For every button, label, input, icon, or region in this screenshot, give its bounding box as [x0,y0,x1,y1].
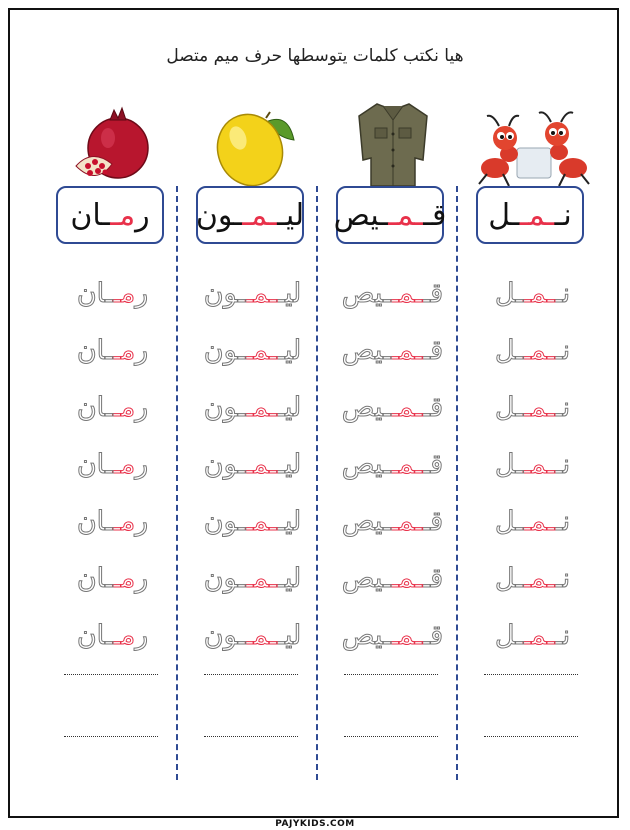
trace-list [330,265,455,664]
word-box [56,186,164,244]
trace-list [50,265,175,664]
trace-word[interactable]: ر مـ ـان [76,449,149,480]
word-rumman: رمــان [70,197,150,233]
trace-word[interactable]: ليـ ـمـ ـون [203,278,302,309]
worksheet-title: هيا نكتب كلمات يتوسطها حرف ميم متصل [166,46,464,66]
writing-line[interactable] [64,674,158,675]
word-laymoon: ليــمــون [195,197,305,233]
trace-word[interactable]: ر مـ ـان [76,563,149,594]
writing-line[interactable] [484,736,578,737]
word-naml: نــمــل [488,197,572,233]
trace-word[interactable]: نـ ـمـ ـل [494,449,571,480]
footer-label[interactable]: PAJYKIDS.COM [271,819,359,829]
column-shirt [330,100,455,800]
trace-word[interactable]: ليـ ـمـ ـون [203,620,302,651]
trace-word[interactable]: قـ ـمـ ـيص [341,506,444,537]
trace-word[interactable]: قـ ـمـ ـيص [341,449,444,480]
trace-word[interactable]: نـ ـمـ ـل [494,620,571,651]
trace-word[interactable]: نـ ـمـ ـل [494,392,571,423]
trace-word[interactable]: ليـ ـمـ ـون [203,563,302,594]
writing-line[interactable] [484,674,578,675]
lemon-icon [190,100,315,190]
trace-word[interactable]: نـ ـمـ ـل [494,506,571,537]
column-lemon [190,100,315,800]
trace-list [470,265,595,664]
trace-word[interactable]: قـ ـمـ ـيص [341,335,444,366]
trace-word[interactable]: ر مـ ـان [76,392,149,423]
trace-word[interactable]: قـ ـمـ ـيص [341,392,444,423]
word-box [333,186,447,244]
trace-word[interactable]: نـ ـمـ ـل [494,335,571,366]
trace-word[interactable]: قـ ـمـ ـيص [341,278,444,309]
footer [0,811,630,830]
column-divider [456,186,458,780]
trace-word[interactable]: قـ ـمـ ـيص [341,563,444,594]
trace-word[interactable]: ر مـ ـان [76,278,149,309]
ants-icon [470,100,595,190]
word-box [196,186,304,244]
trace-word[interactable]: ليـ ـمـ ـون [203,392,302,423]
trace-word[interactable]: ر مـ ـان [76,506,149,537]
trace-word[interactable]: ليـ ـمـ ـون [203,449,302,480]
column-divider [176,186,178,780]
writing-line[interactable] [64,736,158,737]
trace-word[interactable]: ر مـ ـان [76,620,149,651]
word-box [476,186,584,244]
pomegranate-icon [50,100,175,190]
trace-word[interactable]: نـ ـمـ ـل [494,278,571,309]
writing-line[interactable] [344,674,438,675]
trace-word[interactable]: قـ ـمـ ـيص [341,620,444,651]
trace-list [190,265,315,664]
shirt-icon [330,100,455,190]
writing-line[interactable] [344,736,438,737]
column-ants [470,100,595,800]
trace-word[interactable]: نـ ـمـ ـل [494,563,571,594]
trace-word[interactable]: ليـ ـمـ ـون [203,506,302,537]
trace-word[interactable]: ر مـ ـان [76,335,149,366]
word-qamees: قــمــيص [333,197,447,233]
writing-line[interactable] [204,674,298,675]
writing-line[interactable] [204,736,298,737]
column-pomegranate [50,100,175,800]
trace-word[interactable]: ليـ ـمـ ـون [203,335,302,366]
column-divider [316,186,318,780]
